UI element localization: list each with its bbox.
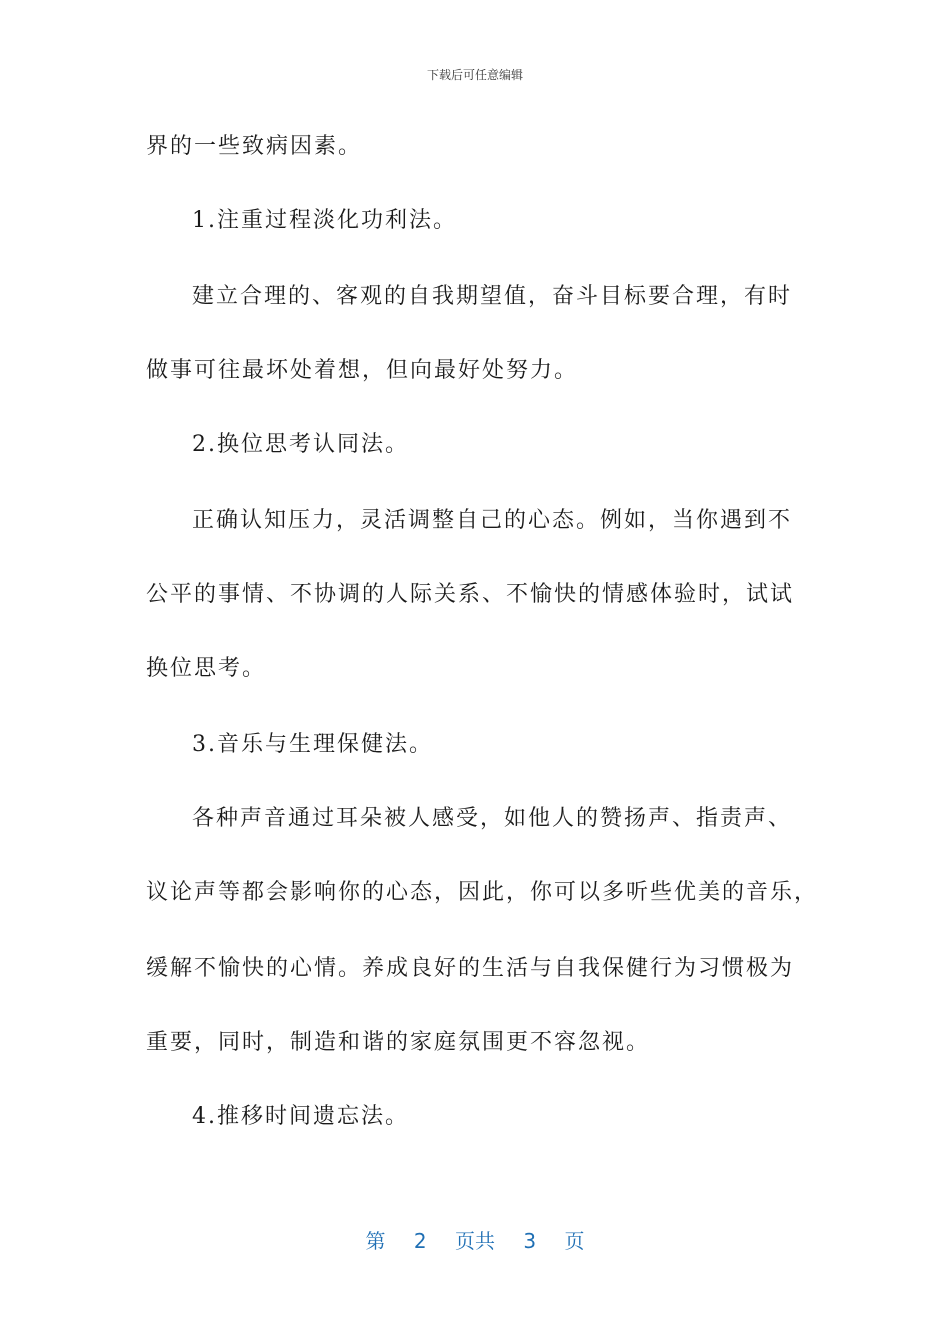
section-heading: 1.注重过程淡化功利法。 <box>192 208 457 233</box>
page-header: 下载后可任意编辑 <box>426 68 523 82</box>
section-heading: 2.换位思考认同法。 <box>192 432 409 457</box>
body-line: 界的一些致病因素。 <box>146 134 363 159</box>
page-label-prefix: 第 <box>365 1229 386 1253</box>
body-line: 做事可往最坏处着想，但向最好处努力。 <box>146 358 579 383</box>
body-line: 正确认知压力，灵活调整自己的心态。例如，当你遇到不 <box>192 508 793 533</box>
body-line: 议论声等都会影响你的心态，因此，你可以多听些优美的音乐， <box>146 880 819 905</box>
body-line: 建立合理的、客观的自我期望值，奋斗目标要合理，有时 <box>192 284 793 309</box>
total-page-number: 3 <box>523 1229 537 1253</box>
page-label-middle: 页共 <box>455 1229 495 1253</box>
body-line: 各种声音通过耳朵被人感受，如他人的赞扬声、指责声、 <box>192 806 793 831</box>
current-page-number: 2 <box>413 1229 427 1253</box>
page-footer <box>0 1225 950 1254</box>
section-heading: 3.音乐与生理保健法。 <box>192 732 433 757</box>
body-line: 换位思考。 <box>146 656 267 681</box>
section-heading: 4.推移时间遗忘法。 <box>192 1104 409 1129</box>
body-line: 缓解不愉快的心情。养成良好的生活与自我保健行为习惯极为 <box>146 956 795 981</box>
body-line: 公平的事情、不协调的人际关系、不愉快的情感体验时，试试 <box>146 582 795 607</box>
page-label-suffix: 页 <box>564 1229 585 1253</box>
body-line: 重要，同时，制造和谐的家庭氛围更不容忽视。 <box>146 1030 651 1055</box>
